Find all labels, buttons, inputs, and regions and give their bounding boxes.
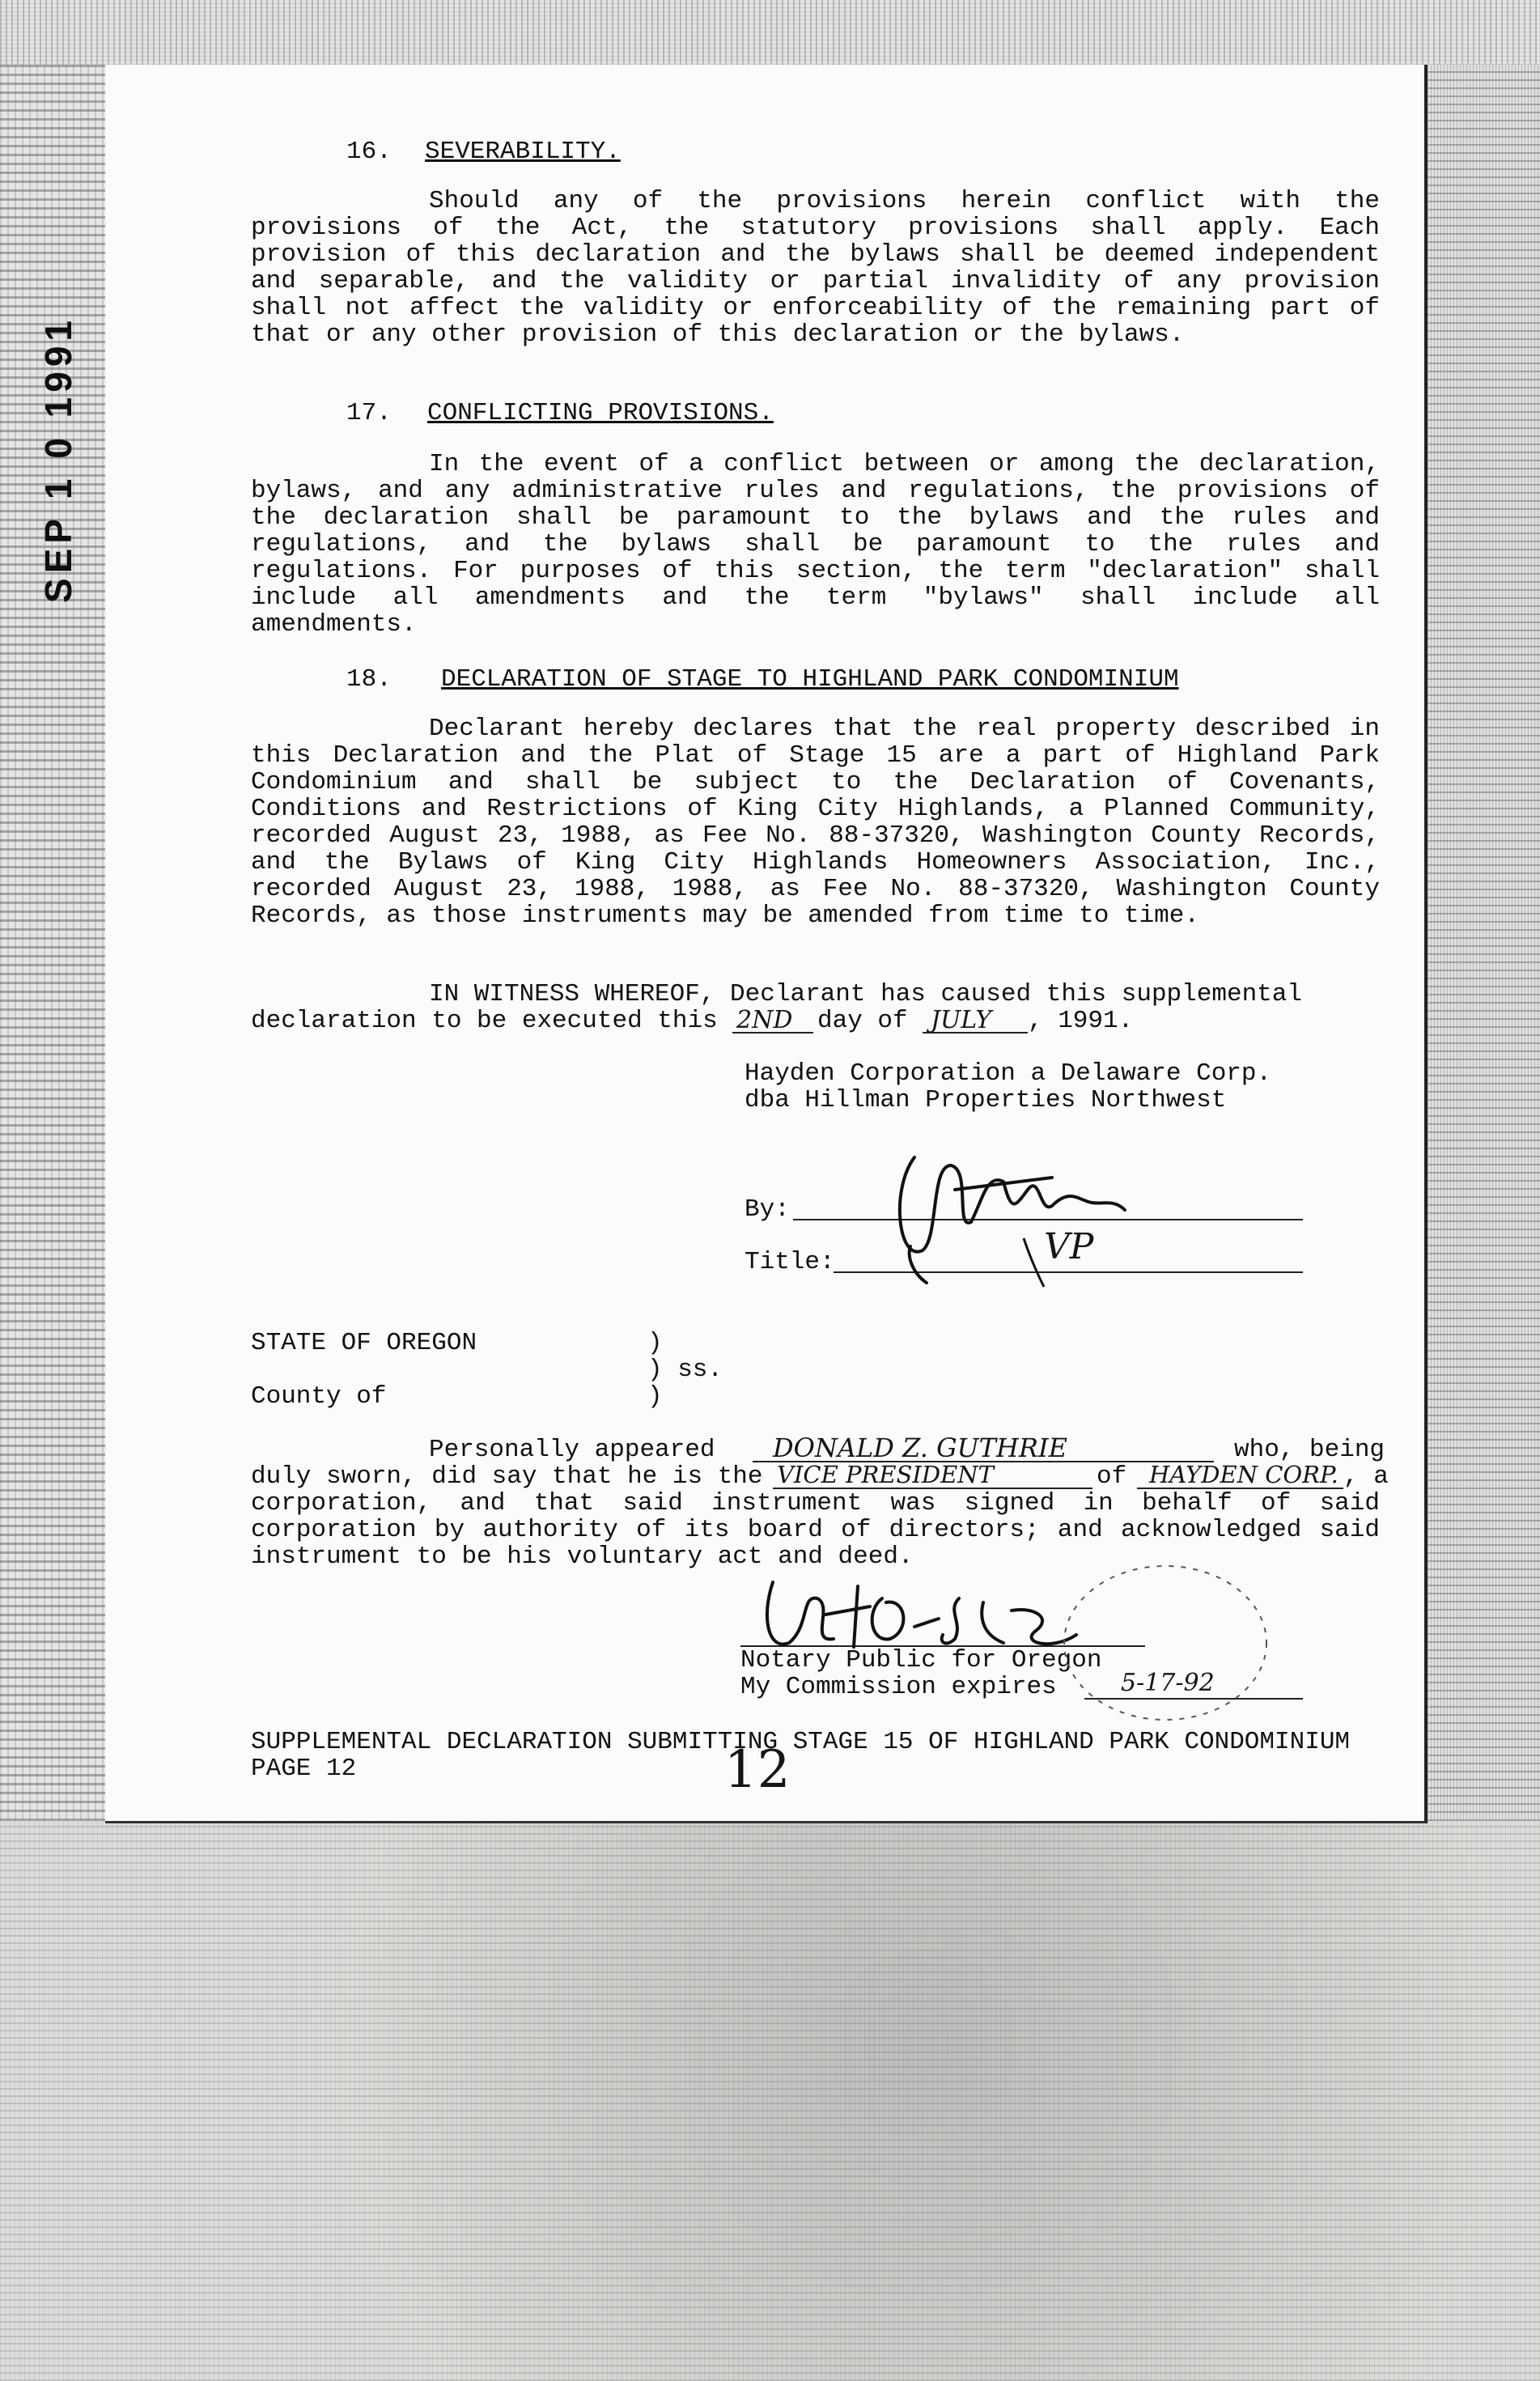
body-line: Records, as those instruments may be amended from time to time. xyxy=(251,902,1199,930)
notary-commission-label: My Commission expires xyxy=(740,1673,1057,1701)
expires-handwritten: 5-17-92 xyxy=(1121,1669,1215,1697)
body-line: and the Bylaws of King City Highlands Homeowners Association, Inc., xyxy=(251,848,1380,876)
body-line: include all amendments and the term "bylaws" shall include all xyxy=(251,584,1380,612)
body-line: In the event of a conflict between or among the declaration, xyxy=(429,450,1380,478)
witness-year: , 1991. xyxy=(1028,1007,1134,1035)
body-line: recorded August 23, 1988, 1988, as Fee No. 88-37320, Washington County xyxy=(251,875,1380,903)
ack-who-being: who, being xyxy=(1234,1436,1385,1464)
body-line: bylaws, and any administrative rules and regulations, the provisions of xyxy=(251,477,1380,505)
officer-signature xyxy=(900,1157,1125,1283)
body-line: Conditions and Restrictions of King City Highlands, a Planned Community, xyxy=(251,795,1380,823)
section-16-title: SEVERABILITY. xyxy=(425,138,621,166)
venue-paren-3: ) xyxy=(647,1382,663,1411)
company-name: Hayden Corporation a Delaware Corp. xyxy=(745,1059,1272,1088)
section-18-title: DECLARATION OF STAGE TO HIGHLAND PARK CONDOMINIUM xyxy=(441,665,1179,694)
office-handwritten: VICE PRESIDENT xyxy=(777,1461,994,1488)
ack-appeared: Personally appeared xyxy=(429,1436,715,1464)
body-line: amendments. xyxy=(251,610,417,639)
name-handwritten: DONALD Z. GUTHRIE xyxy=(773,1432,1067,1463)
company-dba: dba Hillman Properties Northwest xyxy=(745,1086,1227,1114)
section-17-number: 17. xyxy=(346,399,392,427)
notary-public-label: Notary Public for Oregon xyxy=(740,1646,1102,1674)
venue-state: STATE OF OREGON xyxy=(251,1329,477,1357)
ack-a: , a xyxy=(1343,1462,1389,1491)
venue-ss: ) ss. xyxy=(647,1356,723,1384)
footer-page: PAGE 12 xyxy=(251,1755,357,1783)
section-16-number: 16. xyxy=(346,138,392,166)
body-line: corporation, and that said instrument was signed in behalf of said xyxy=(251,1489,1380,1517)
handwritten-page-number: 12 xyxy=(724,1740,791,1800)
body-line: this Declaration and the Plat of Stage 15 are a part of Highland Park xyxy=(251,741,1380,770)
ack-of: of xyxy=(1097,1462,1127,1491)
body-line: regulations, and the bylaws shall be paramount to the rules and xyxy=(251,530,1380,558)
venue-paren-1: ) xyxy=(647,1329,663,1357)
body-line: and separable, and the validity or partial invalidity of any provision xyxy=(251,267,1380,295)
body-line: regulations. For purposes of this section, the term "declaration" shall xyxy=(251,557,1380,585)
witness-line-1: IN WITNESS WHEREOF, Declarant has caused this supplemental xyxy=(429,980,1302,1008)
body-line: Should any of the provisions herein conflict with the xyxy=(429,187,1380,215)
body-line: the declaration shall be paramount to the bylaws and the rules and xyxy=(251,503,1380,532)
notary-signature xyxy=(767,1582,1076,1647)
body-line: provision of this declaration and the bylaws shall be deemed independent xyxy=(251,240,1380,269)
body-line: that or any other provision of this declaration or the bylaws. xyxy=(251,320,1185,349)
body-line: instrument to be his voluntary act and deed. xyxy=(251,1543,914,1571)
title-initials-stroke xyxy=(1024,1238,1044,1287)
body-line: Condominium and shall be subject to the Declaration of Covenants, xyxy=(251,768,1380,796)
notary-seal-outline xyxy=(1064,1566,1266,1720)
section-17-title: CONFLICTING PROVISIONS. xyxy=(427,399,774,427)
title-handwritten: VP xyxy=(1044,1226,1094,1267)
ack-sworn: duly sworn, did say that he is the xyxy=(251,1462,763,1491)
witness-line-2-prefix: declaration to be executed this xyxy=(251,1007,718,1035)
by-label: By: xyxy=(745,1195,790,1224)
corp-handwritten: HAYDEN CORP. xyxy=(1149,1461,1338,1488)
month-handwritten: JULY xyxy=(931,1006,992,1034)
day-handwritten: 2ND xyxy=(736,1006,793,1034)
venue-county: County of xyxy=(251,1382,387,1411)
witness-day-of: day of xyxy=(817,1007,908,1035)
footer-title: SUPPLEMENTAL DECLARATION SUBMITTING STAGE 15 OF HIGHLAND PARK CONDOMINIUM xyxy=(251,1728,1351,1756)
title-label: Title: xyxy=(745,1248,835,1276)
body-line: recorded August 23, 1988, as Fee No. 88-37320, Washington County Records, xyxy=(251,821,1380,850)
body-line: provisions of the Act, the statutory provisions shall apply. Each xyxy=(251,214,1380,242)
body-line: shall not affect the validity or enforceability of the remaining part of xyxy=(251,294,1380,322)
body-line: Declarant hereby declares that the real property described in xyxy=(429,715,1380,743)
body-line: corporation by authority of its board of directors; and acknowledged said xyxy=(251,1516,1380,1544)
section-18-number: 18. xyxy=(346,665,392,694)
